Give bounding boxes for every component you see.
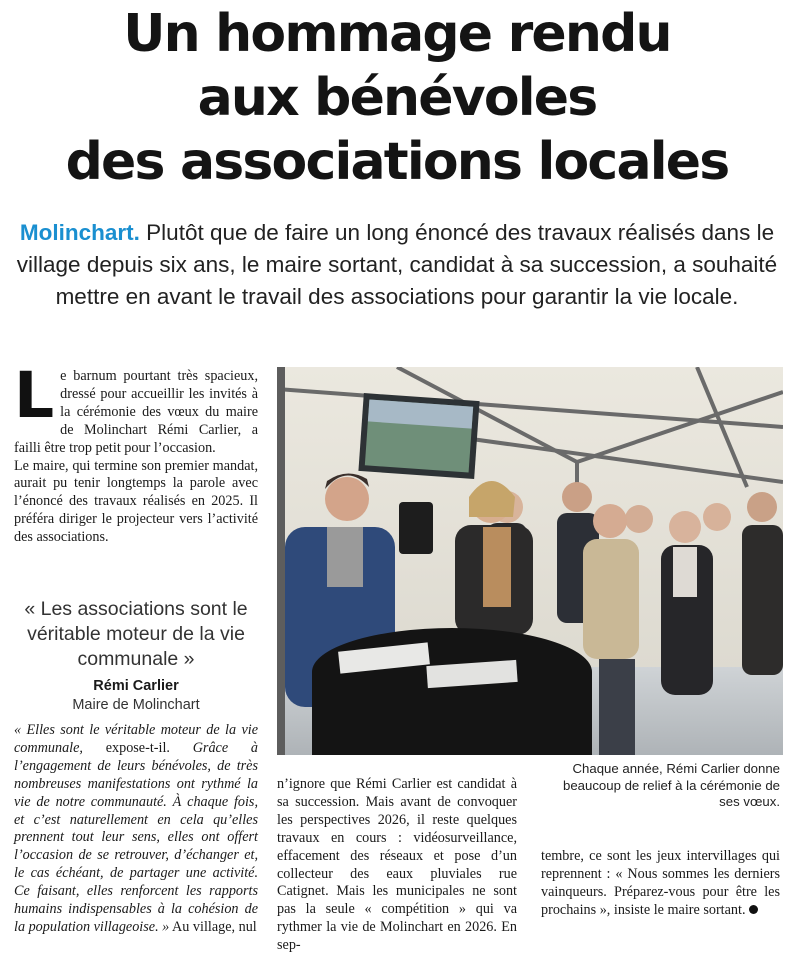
paragraph-1 <box>14 359 258 458</box>
dateline-place: Molinchart. <box>19 220 140 245</box>
headline-line-3: des associations locales <box>65 132 729 192</box>
headline-line-1: Un hommage rendu <box>123 4 671 64</box>
quote-author-role: Maire de Molinchart <box>72 697 200 713</box>
headline-line-2: aux bénévoles <box>197 68 597 128</box>
paragraph-2: Le maire, qui termine son premier mandat, aurait pu tenir longtemps la parole avec l’énoncé des travaux réalisés en 2025. Il préféra diriger le projecteur vers l’activité des associations. <box>14 457 258 546</box>
quote-text-d: Au village, nul <box>169 918 257 935</box>
column-3 <box>541 848 780 920</box>
photo-caption: Chaque année, Rémi Carlier donne beaucoup de relief à la cérémonie de ses vœux. <box>562 761 780 809</box>
quote-paragraph <box>14 722 258 937</box>
column-2-text: n’ignore que Rémi Carlier est candidat à sa succession. Mais avant de convoquer les perspectives 2026, il reste quelques travaux en cours : vidéosurveillance, effacement des réseaux et pose d’un collecteur des eaux pluviales rue Catignet. Mais les municipales ne sont pas la seule « compétition » qui va rythmer la vie de Molinchart en 2026. En sep- <box>277 776 517 954</box>
lead-text: Plutôt que de faire un long énoncé des travaux réalisés dans le village depuis six ans, le maire sortant, candidat à sa succession, a souhaité mettre en avant le travail des associations pour garantir la vie locale. <box>16 220 778 309</box>
column-1-top <box>14 359 258 547</box>
article-photo <box>277 367 783 755</box>
end-mark-icon <box>749 905 758 914</box>
quote-text-b: expose-t-il. <box>82 739 193 756</box>
quote-author: Rémi Carlier <box>93 678 179 694</box>
column-2 <box>277 776 517 955</box>
pull-quote: « Les associations sont le véritable moteur de la vie communale » <box>24 598 248 670</box>
paragraph-1-text: e barnum pourtant très spacieux, dressé pour accueillir les invités à la cérémonie des vœux du maire de Molinchart Rémi Carlier, a failli être trop petit pour l’occasion. <box>14 368 258 456</box>
drop-cap: L <box>14 359 55 432</box>
quote-text-a: « Elles sont le véritable moteur de la vie communale, <box>14 722 258 756</box>
article-headline <box>0 2 794 194</box>
article-lead <box>14 217 780 313</box>
quote-text-c: Grâce à l’engagement de leurs bénévoles, de très nombreuses manifestations ont rythmé la vie de notre communauté. À chaque fois, et c’est naturellement en cela qu’elles prennent tout leur sens, elles ont offert l’occasion de se retrouver, d’échanger et, le cas échéant, de partager une activité. Ce faisant, elles renforcent les rapports humains indispensables à la cohésion de la population villageoise. » <box>14 739 258 935</box>
column-3-text: tembre, ce sont les jeux intervillages qui reprennent : « Nous sommes les derniers vainqueurs. Préparez-vous pour être les prochains », insiste le maire sortant. <box>541 848 780 918</box>
column-3-paragraph <box>541 848 780 920</box>
column-1-bottom <box>14 722 258 937</box>
